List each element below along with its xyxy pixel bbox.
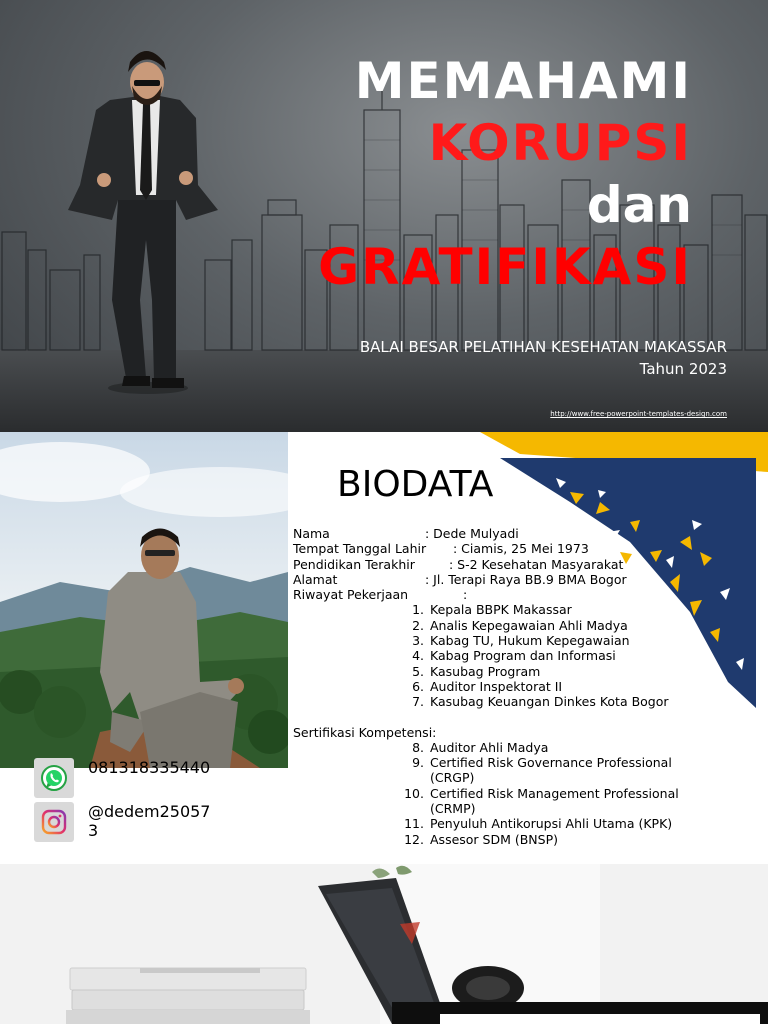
list-text: Auditor Inspektorat II — [430, 678, 563, 694]
list-item — [293, 832, 692, 847]
list-text: Kabag TU, Hukum Kepegawaian — [430, 633, 630, 649]
list-item — [293, 664, 692, 679]
field-value: : Ciamis, 25 Mei 1973 — [453, 541, 589, 557]
list-number: 4. — [412, 648, 424, 664]
field-pendidikan — [293, 557, 692, 572]
phone-number: 081318335440 — [88, 758, 211, 777]
subtitle — [360, 336, 727, 380]
template-credit-link[interactable]: http://www.free-powerpoint-templates-design.com — [550, 410, 727, 418]
biodata-details — [293, 526, 692, 847]
field-label: Alamat — [293, 571, 338, 587]
list-number: 7. — [412, 694, 424, 710]
field-value: : — [463, 587, 468, 603]
biodata-title: BIODATA — [337, 464, 494, 505]
list-item — [293, 786, 692, 817]
list-text: Kepala BBPK Makassar — [430, 602, 572, 618]
list-number: 5. — [412, 663, 424, 679]
field-label: Nama — [293, 526, 330, 541]
list-number: 12. — [404, 831, 424, 847]
title-block — [318, 50, 692, 298]
field-label: Tempat Tanggal Lahir — [293, 541, 427, 557]
title-line-dan: dan — [586, 176, 692, 234]
list-item — [293, 816, 692, 831]
work-history-list — [293, 602, 692, 709]
year-label: Tahun 2023 — [639, 360, 727, 378]
field-riwayat — [293, 587, 692, 602]
field-value: : S-2 Kesehatan Masyarakat — [449, 556, 624, 572]
list-text: Penyuluh Antikorupsi Ahli Utama (KPK) — [430, 816, 673, 832]
title-line-gratifikasi: GRATIFIKASI — [318, 238, 692, 296]
field-value: : Jl. Terapi Raya BB.9 BMA Bogor — [425, 571, 627, 587]
field-alamat — [293, 572, 692, 587]
list-number: 2. — [412, 617, 424, 633]
desk-photo — [0, 864, 768, 1024]
list-text: Certified Risk Governance Professional (CRGP) — [430, 755, 672, 786]
list-item — [293, 755, 692, 786]
certification-list — [293, 740, 692, 847]
list-number: 9. — [412, 755, 424, 771]
field-value: : Dede Mulyadi — [425, 526, 519, 541]
title-slide — [0, 0, 768, 432]
list-text: Auditor Ahli Madya — [430, 739, 549, 755]
biodata-slide — [0, 432, 768, 864]
next-slide-preview — [0, 864, 768, 1024]
list-item — [293, 633, 692, 648]
phone-contact — [34, 758, 218, 798]
list-item — [293, 602, 692, 617]
field-label: Pendidikan Terakhir — [293, 556, 415, 572]
field-nama — [293, 526, 692, 541]
whatsapp-icon — [34, 758, 74, 798]
title-line-korupsi: KORUPSI — [428, 114, 692, 172]
list-item — [293, 740, 692, 755]
institution-name: BALAI BESAR PELATIHAN KESEHATAN MAKASSAR — [359, 338, 727, 356]
list-text: Kasubag Keuangan Dinkes Kota Bogor — [430, 694, 669, 710]
title-line-memahami: MEMAHAMI — [354, 52, 692, 110]
list-number: 3. — [412, 633, 424, 649]
list-item — [293, 694, 692, 709]
instagram-icon — [34, 802, 74, 842]
profile-photo — [0, 432, 288, 768]
list-number: 6. — [412, 678, 424, 694]
list-text: Kabag Program dan Informasi — [430, 648, 616, 664]
list-item — [293, 679, 692, 694]
list-item — [293, 648, 692, 663]
list-item — [293, 618, 692, 633]
list-text: Assesor SDM (BNSP) — [430, 831, 559, 847]
list-number: 1. — [412, 602, 424, 618]
field-label: Riwayat Pekerjaan — [293, 587, 409, 603]
instagram-contact — [34, 802, 218, 842]
list-number: 10. — [404, 785, 424, 801]
list-number: 11. — [404, 816, 424, 832]
instagram-handle: @dedem250573 — [88, 802, 211, 840]
field-ttl — [293, 541, 692, 556]
certification-label: Sertifikasi Kompetensi: — [293, 724, 437, 740]
list-text: Kasubag Program — [430, 663, 541, 679]
list-number: 8. — [412, 739, 424, 755]
list-text: Certified Risk Management Professional (CRMP) — [430, 785, 679, 817]
list-text: Analis Kepegawaian Ahli Madya — [430, 617, 628, 633]
